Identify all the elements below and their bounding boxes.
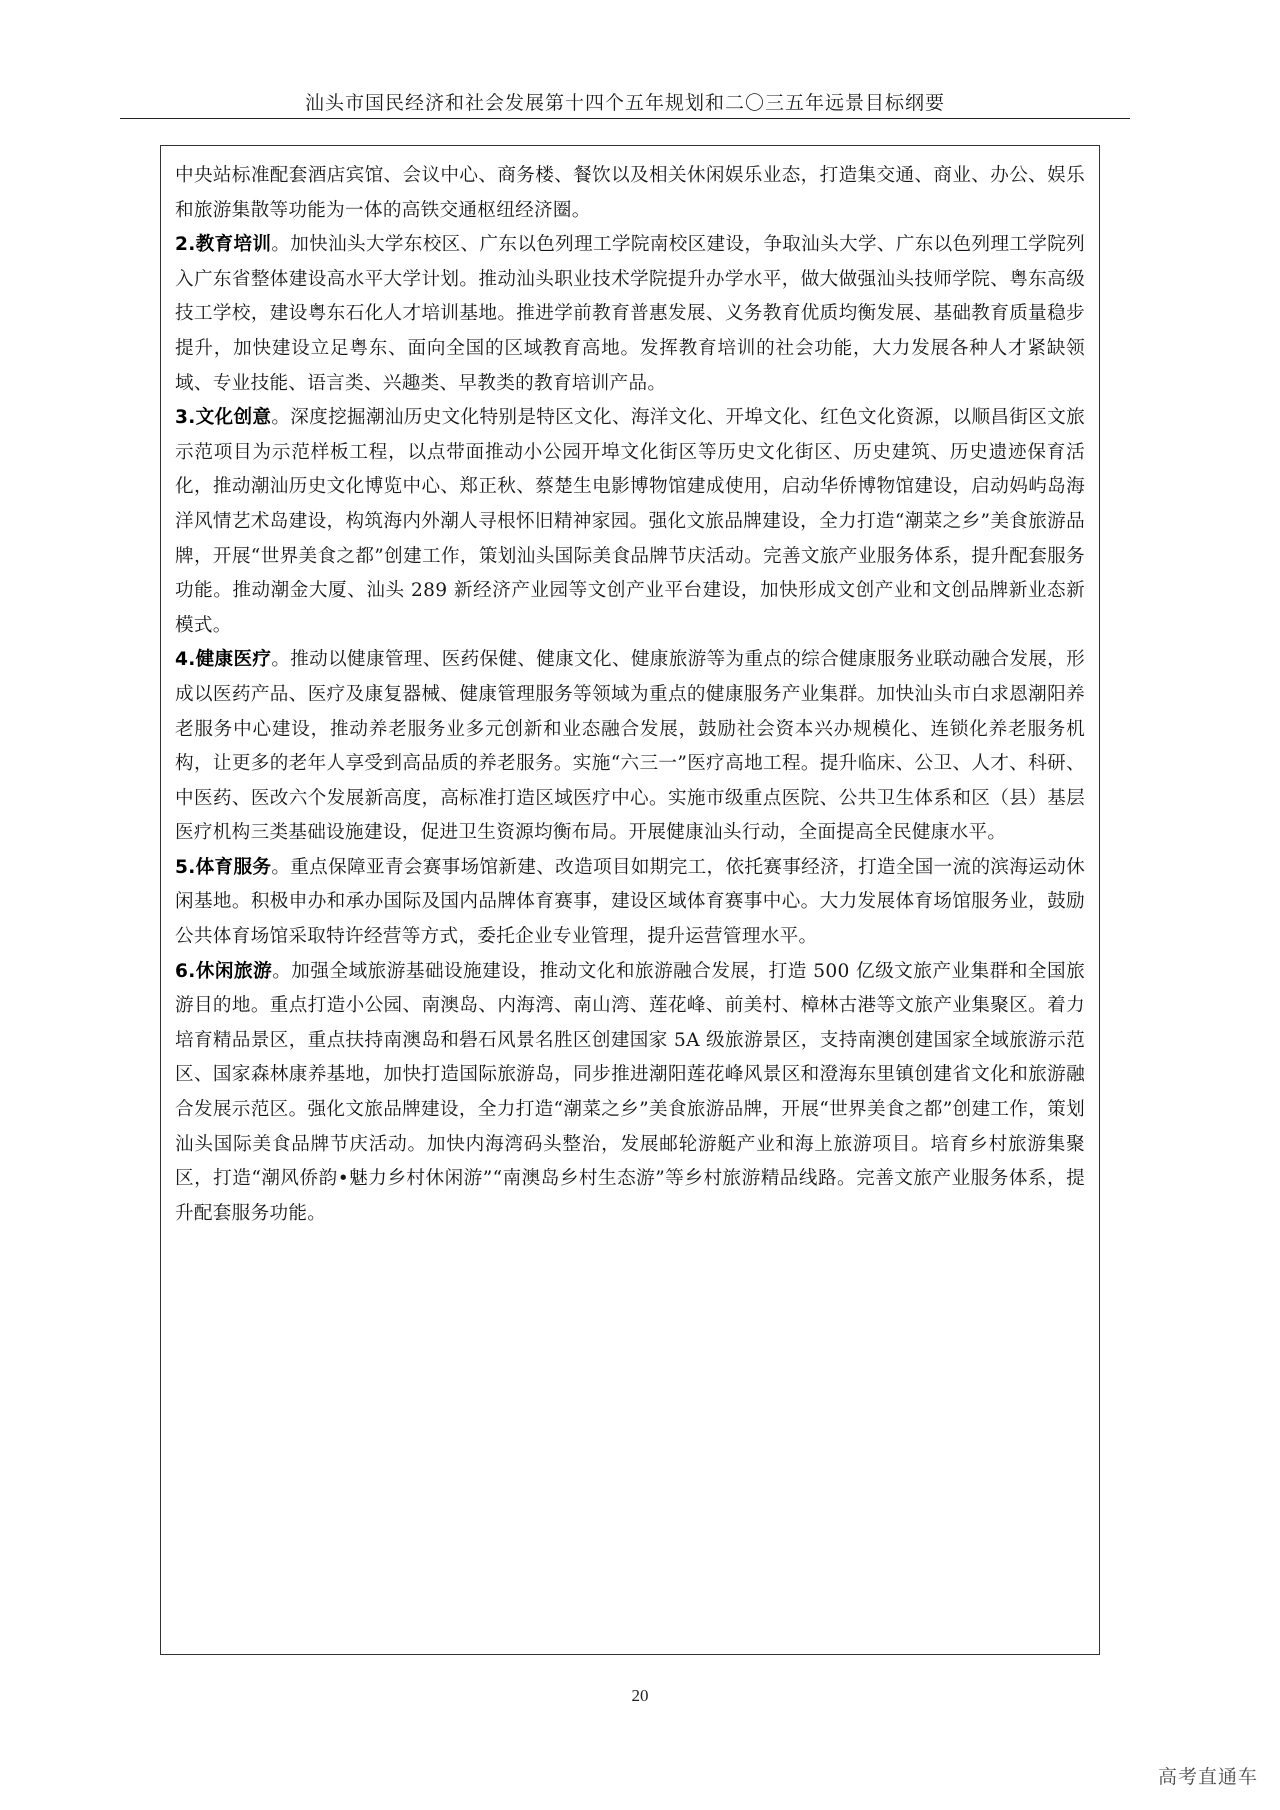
section-heading-health: 4.健康医疗 [175,649,272,671]
section-culture [175,401,1085,643]
watermark-text: 高考直通车 [1157,1766,1258,1788]
header-divider [120,118,1130,119]
section-body-health: 。推动以健康管理、医药保健、健康文化、健康旅游等为重点的综合健康服务业联动融合发展，形成以医药产品、医疗及康复器械、健康管理服务等领域为重点的健康服务产业集群。加快汕头市白求恩潮阳养老服务中心建设，推动养老服务业多元创新和业态融合发展，鼓励社会资本兴办规模化、连锁化养老服务机构，让更多的老年人享受到高品质的养老服务。实施“六三一”医疗高地工程。提升临床、公卫、人才、科研、中医药、医改六个发展新高度，高标准打造区域医疗中心。实施市级重点医院、公共卫生体系和区（县）基层医疗机构三类基础设施建设，促进卫生资源均衡布局。开展健康汕头行动，全面提高全民健康水平。 [175,649,1085,844]
section-heading-tourism: 6.休闲旅游 [175,960,273,982]
section-heading-culture: 3.文化创意 [175,407,272,429]
section-body-culture: 。深度挖掘潮汕历史文化特别是特区文化、海洋文化、开埠文化、红色文化资源，以顺昌街区文旅示范项目为示范样板工程，以点带面推动小公园开埠文化街区等历史文化街区、历史建筑、历史遗迹保育活化，推动潮汕历史文化博览中心、郑正秋、蔡楚生电影博物馆建成使用，启动华侨博物馆建设，启动妈屿岛海洋风情艺术岛建设，构筑海内外潮人寻根怀旧精神家园。强化文旅品牌建设，全力打造“潮菜之乡”美食旅游品牌，开展“世界美食之都”创建工作，策划汕头国际美食品牌节庆活动。完善文旅产业服务体系，提升配套服务功能。推动潮金大厦、汕头 289 新经济产业园等文创产业平台建设，加快形成文创产业和文创品牌新业态新模式。 [175,407,1085,636]
intro-paragraph: 中央站标准配套酒店宾馆、会议中心、商务楼、餐饮以及相关休闲娱乐业态，打造集交通、商业、办公、娱乐和旅游集散等功能为一体的高铁交通枢纽经济圈。 [175,165,1085,221]
section-health [175,643,1085,851]
section-heading-sports: 5.体育服务 [175,856,272,878]
content-box [160,145,1100,1655]
page-number: 20 [631,1686,649,1705]
section-body-sports: 。重点保障亚青会赛事场馆新建、改造项目如期完工，依托赛事经济，打造全国一流的滨海运动休闲基地。积极申办和承办国际及国内品牌体育赛事，建设区域体育赛事中心。大力发展体育场馆服务业，鼓励公共体育场馆采取特许经营等方式，委托企业专业管理，提升运营管理水平。 [175,856,1085,948]
section-tourism [175,955,1085,1232]
section-body-education: 。加快汕头大学东校区、广东以色列理工学院南校区建设，争取汕头大学、广东以色列理工学院列入广东省整体建设高水平大学计划。推动汕头职业技术学院提升办学水平，做大做强汕头技师学院、粤东高级技工学校，建设粤东石化人才培训基地。推进学前教育普惠发展、义务教育优质均衡发展、基础教育质量稳步提升，加快建设立足粤东、面向全国的区域教育高地。发挥教育培训的社会功能，大力发展各种人才紧缺领域、专业技能、语言类、兴趣类、早教类的教育培训产品。 [175,234,1085,394]
section-sports [175,851,1085,955]
section-heading-education: 2.教育培训 [175,234,272,256]
page-header-title: 汕头市国民经济和社会发展第十四个五年规划和二〇三五年远景目标纲要 [304,92,945,114]
section-body-tourism: 。加强全域旅游基础设施建设，推动文化和旅游融合发展，打造 500 亿级文旅产业集群和全国旅游目的地。重点打造小公园、南澳岛、内海湾、南山湾、莲花峰、前美村、樟林古港等文旅产业集聚区。着力培育精品景区，重点扶持南澳岛和礐石风景名胜区创建国家 5A 级旅游景区，支持南澳创建国家全域旅游示范区、国家森林康养基地，加快打造国际旅游岛，同步推进潮阳莲花峰风景区和澄海东里镇创建省文化和旅游融合发展示范区。强化文旅品牌建设，全力打造“潮菜之乡”美食旅游品牌，开展“世界美食之都”创建工作，策划汕头国际美食品牌节庆活动。加快内海湾码头整治，发展邮轮游艇产业和海上旅游项目。培育乡村旅游集聚区，打造“潮风侨韵•魅力乡村休闲游”“南澳岛乡村生态游”等乡村旅游精品线路。完善文旅产业服务体系，提升配套服务功能。 [175,960,1085,1224]
section-education [175,228,1085,401]
